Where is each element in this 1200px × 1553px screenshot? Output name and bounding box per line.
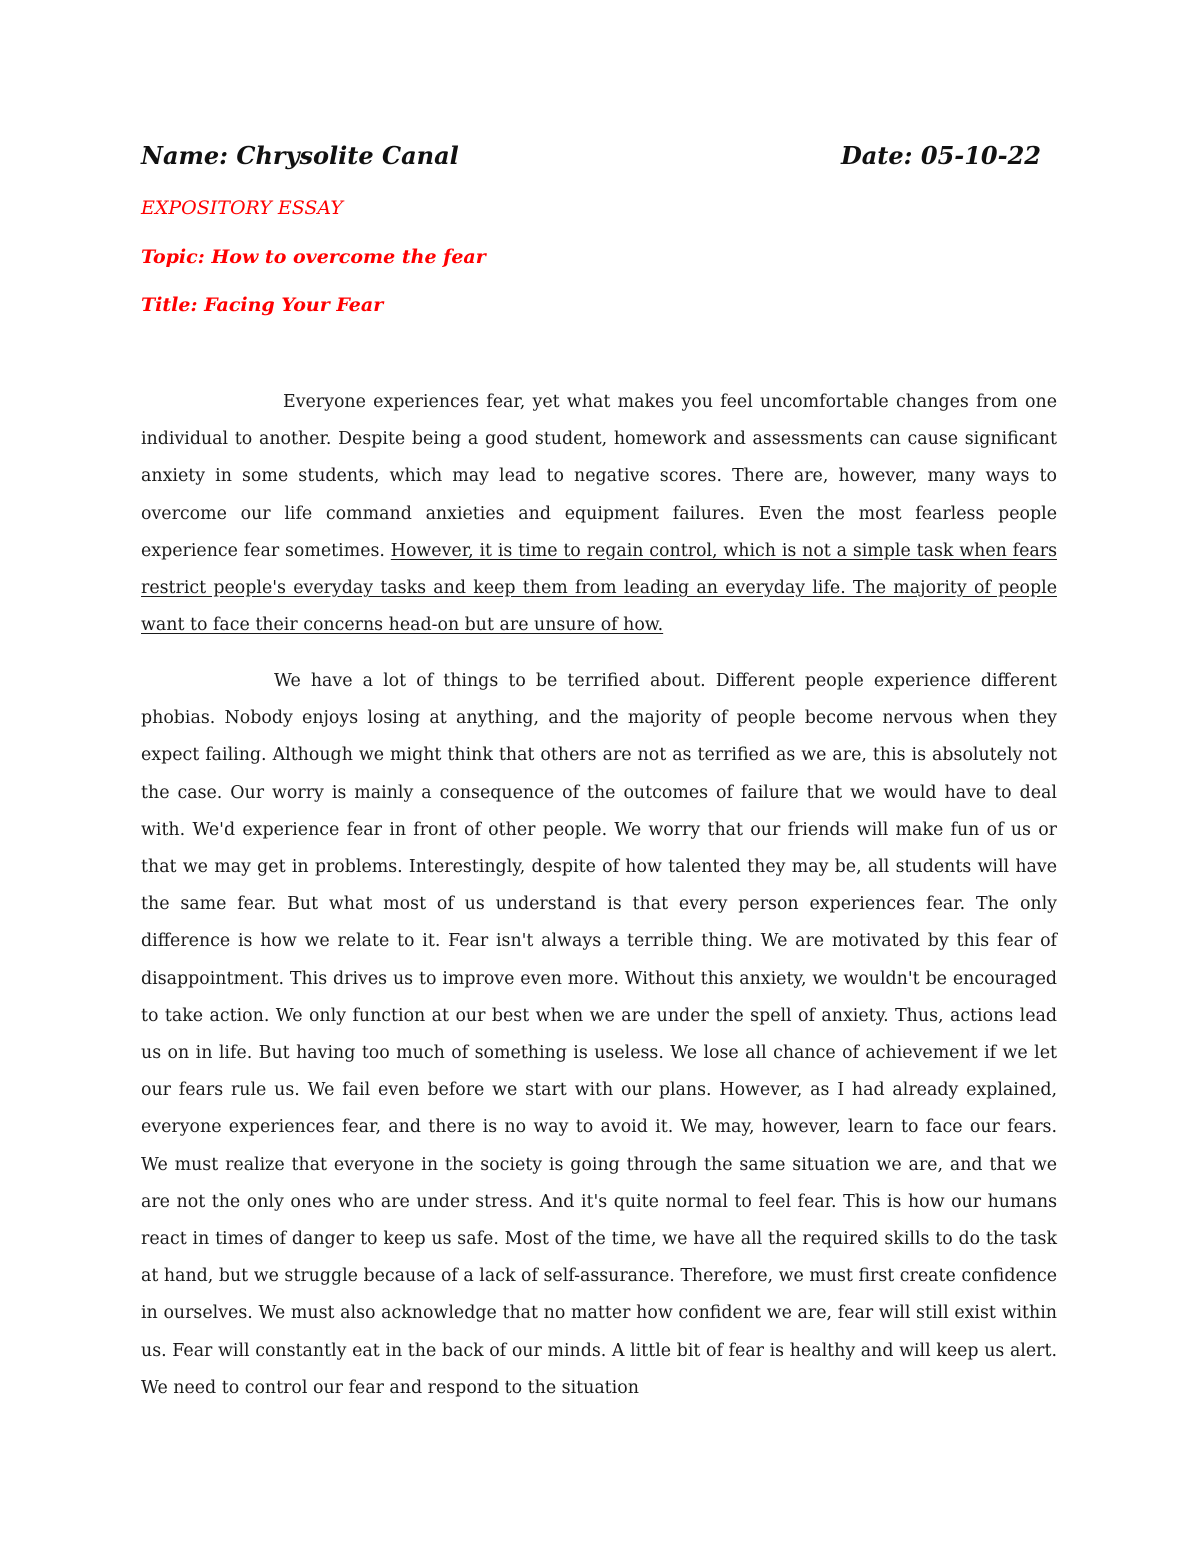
essay-body <box>141 384 1057 644</box>
paragraph-1-underlined-text: However, it is time to regain control, which is not a simple task when fears restrict people's everyday tasks and keep them from leading an everyday life. The majority of people want to face their concerns head-on but are unsure of how. <box>141 540 1057 636</box>
title-label: Title: Facing Your Fear <box>141 294 384 316</box>
student-name: Name: Chrysolite Canal <box>141 141 459 170</box>
essay-paragraph-1 <box>141 384 1057 644</box>
paragraph-1-text: Everyone experiences fear, yet what makes you feel uncomfortable changes from one individual to another. Despite being a good student, homework and assessments can cause significant anxiety in some students, which may lead to negative scores. There are, however, many ways to overcome our life command anxieties and equipment failures. Even the most fearless people experience fear sometimes. <box>141 392 1057 561</box>
essay-type-label: EXPOSITORY ESSAY <box>141 197 343 219</box>
topic-label: Topic: How to overcome the fear <box>141 246 486 268</box>
essay-paragraph-2: We have a lot of things to be terrified about. Different people experience different phobias. Nobody enjoys losing at anything, and the majority of people become nervous when they expect failing. Although we might think that others are not as terrified as we are, this is absolutely not the case. Our worry is mainly a consequence of the outcomes of failure that we would have to deal with. We'd experience fear in front of other people. We worry that our friends will make fun of us or that we may get in problems. Interestingly, despite of how talented they may be, all students will have the same fear. But what most of us understand is that every person experiences fear. The only difference is how we relate to it. Fear isn't always a terrible thing. We are motivated by this fear of disappointment. This drives us to improve even more. Without this anxiety, we wouldn't be encouraged to take action. We only function at our best when we are under the spell of anxiety. Thus, actions lead us on in life. But having too much of something is useless. We lose all chance of achievement if we let our fears rule us. We fail even before we start with our plans. However, as I had already explained, everyone experiences fear, and there is no way to avoid it. We may, however, learn to face our fears. We must realize that everyone in the society is going through the same situation we are, and that we are not the only ones who are under stress. And it's quite normal to feel fear. This is how our humans react in times of danger to keep us safe. Most of the time, we have all the required skills to do the task at hand, but we struggle because of a lack of self-assurance. Therefore, we must first create confidence in ourselves. We must also acknowledge that no matter how confident we are, fear will still exist within us. Fear will constantly eat in the back of our minds. A little bit of fear is healthy and will keep us alert. We need to control our fear and respond to the situation <box>141 671 1057 1398</box>
essay-date: Date: 05-10-22 <box>840 141 1041 170</box>
header-line <box>141 141 1041 181</box>
essay-body-continued <box>141 663 1057 1407</box>
